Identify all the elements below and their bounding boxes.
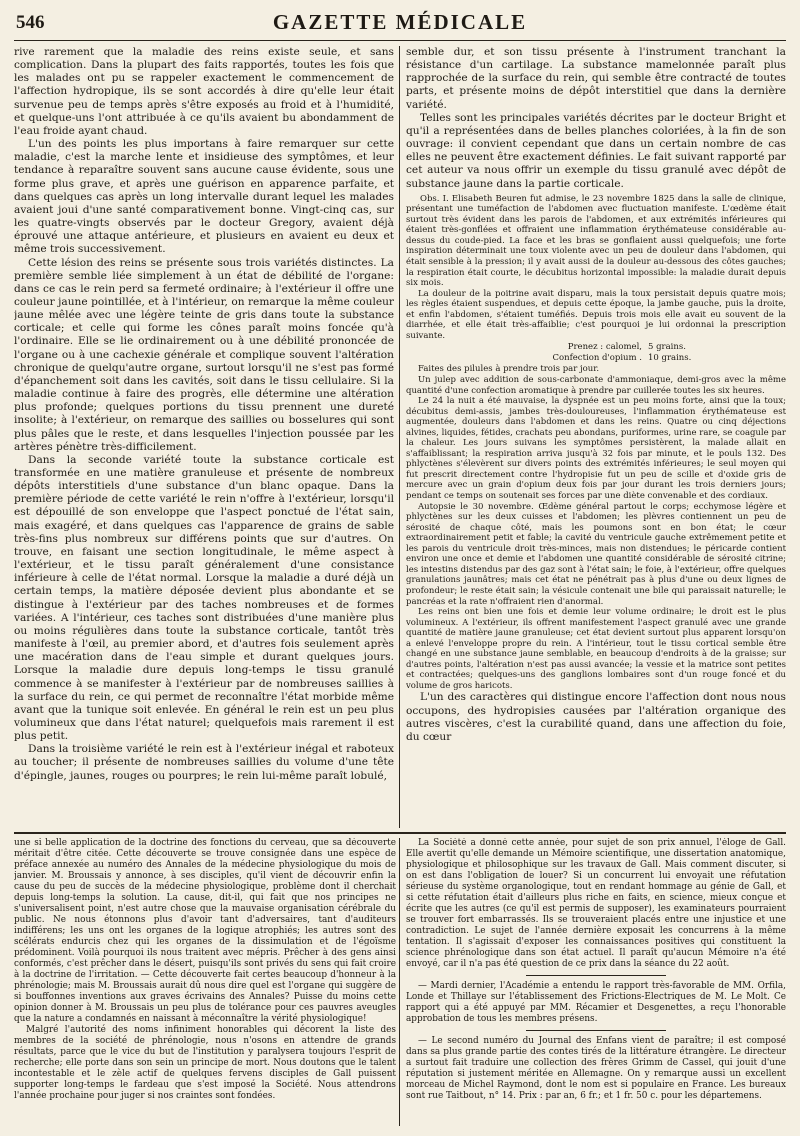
lower-right-column: [406, 838, 786, 1126]
running-title: GAZETTE MÉDICALE: [272, 10, 528, 34]
paragraph: Malgré l'autorité des noms infiniment honorables qui décorent la liste des membres de la société de phrénologie, nous n'osons en attendre de grands résultats, parce que le vice du but de l'institution y paralysera toujours l'esprit de recherche; elle porte dans son sein un principe de mort. Nous doutons que le talent incontestable et le zèle actif de quelques fervens disciples de Gall puissent supporter long-temps le fardeau que s'est imposé la Société. Nous attendrons l'année prochaine pour juger si nos craintes sont fondées.: [14, 1025, 396, 1101]
paragraph: rive rarement que la maladie des reins existe seule, et sans complication. Dans la plupart des faits rapportés, toutes les fois que les malades ont pu se rappeler exactement le commencement de l'affection hydropique, ils se sont accordés à dire qu'elle leur était survenue peu de temps après s'être exposés au froid et à l'humidité, et quelque-uns l'ont attribuée à ce qu'ils avaient bu abondamment de l'eau froide ayant chaud.: [14, 46, 394, 137]
paragraph: Telles sont les principales variétés décrites par le docteur Bright et qu'il a représentées dans de belles planches coloriées, à la fin de son ouvrage: il convient cependant que dans un certain nombre de cas elles ne peuvent être exactement définies. Le fait suivant rapporté par cet auteur va nous offrir un exemple du tissu granulé avec dépôt de substance jaune dans la partie corticale.: [406, 111, 786, 190]
paragraph: semble dur, et son tissu présente à l'instrument tranchant la résistance d'un cartilage. La substance mamelonnée paraît plus rapprochée de la surface du rein, qui semble être contracté de toutes parts, et présente moins de dépôt interstitiel que dans la dernière variété.: [406, 46, 786, 111]
paragraph: Dans la troisième variété le rein est à l'extérieur inégal et raboteux au toucher; il présente de nombreuses saillies du volume d'une tête d'épingle, jaunes, rouges ou pourpres; le rein lui-même paraît lobulé,: [14, 743, 394, 782]
prescription-line: [406, 353, 786, 364]
left-column: [14, 46, 394, 828]
prescription-drug: Confection d'opium .: [552, 352, 642, 363]
paragraph: L'un des caractères qui distingue encore l'affection dont nous nous occupons, des hydropisies causées par l'altération organique des autres viscères, c'est la curabilité quand, dans une affection du foie, du cœur: [406, 691, 786, 743]
news-item: — Mardi dernier, l'Académie a entendu le rapport très-favorable de MM. Orfila, Londe et Thillaye sur l'établissement des Frictions-Electriques de M. Le Molt. Ce rapport qui a été appuyé par MM. Récamier et Desgenettes, a reçu l'honorable approbation de tous les membres présens.: [406, 981, 786, 1024]
paragraph: une si belle application de la doctrine des fonctions du cerveau, que sa découverte méritait d'être citée. Cette découverte se trouve consignée dans une espèce de préface annexée au numéro des Annales de la médecine physiologique du mois de janvier. M. Broussais y annonce, à ses disciples, qu'il vient de découvrir enfin la cause du peu de succès de la médecine physiologique, problème dont il cherchait depuis long-temps la solution. La cause, dit-il, qui fait que nos principes ne s'universalisent point, n'est autre chose que la mauvaise organisation cérébrale du public. Ne nous étonnons plus d'avoir tant d'adversaires, tant d'auditeurs indifférens; les uns ont les organes de la logique atrophiés; les autres sont des scélérats endurcis chez qui les organes de la dissimulation et de l'égoïsme prédominent. Voilà pourquoi ils nous traitent avec mépris. Prêcher à des gens ainsi conformés, c'est prêcher dans le désert, puisqu'ils sont privés du sens qui fait croire à la doctrine de l'irritation. — Cette découverte fait certes beaucoup d'honneur à la phrénologie; mais M. Broussais aurait dû nous dire quel est l'organe qui suggère de si bouffonnes inventions aux graves écrivains des Annales? Puisse du moins cette opinion donner à M. Broussais un peu plus de tolérance pour ces pauvres aveugles que la nature a condamnés en naissant à méconnaître la vérité physiologique!: [14, 838, 396, 1024]
paragraph: L'un des points les plus importans à faire remarquer sur cette maladie, c'est la marche lente et insidieuse des symptômes, et leur tendance à reparaître souvent sans aucune cause évidente, sous une forme plus grave, et après une guérison en apparence parfaite, et dans quelques cas après un long intervalle durant lequel les malades avaient joui d'une santé comparativement bonne. Vingt-cinq cas, sur les quatre-vingts observés par le docteur Gregory, avaient déjà éprouvé une attaque antérieure, et plusieurs en avaient eu deux et même trois successivement.: [14, 138, 394, 256]
column-rule: [399, 838, 400, 1126]
case-paragraph: Le 24 la nuit a été mauvaise, la dyspnée est un peu moins forte, ainsi que la toux; décubitus demi-assis, jambes très-douloureuses, l'inflammation érythémateuse est augmentée, douleurs dans l'abdomen et dans les reins. Quatre ou cinq déjections alvines, liquides, fétides, crachats peu abondans, puriformes, urine rare, se coagule par la chaleur. Les jours suivans les symptômes persistèrent, la malade allait en s'affaiblissant; la respiration arriva jusqu'à 32 fois par minute, et le pouls 132. Des phlyctènes s'élevèrent sur divers points des extrémités inférieures; le seul moyen qui fut prescrit directement contre l'hydropisie fut un peu de scille et d'oxide gris de mercure avec un grain d'opium deux fois par jour durant les trois derniers jours; pendant ce temps on soutenait ses forces par une diète convenable et des cordiaux.: [406, 396, 786, 502]
page-number: 546: [16, 12, 45, 33]
prescription-drug: Prenez : calomel,: [567, 342, 642, 353]
paragraph: Dans la seconde variété toute la substance corticale est transformée en une matière granuleuse et présente de nombreux dépôts interstitiels d'une substance d'un blanc opaque. Dans la première période de cette variété le rein n'offre à l'extérieur, lorsqu'il est dépouillé de son enveloppe que l'aspect ponctué de l'état sain, mais exagéré, et dans quelques cas l'apparence de grains de sable très-fins plus nombreux sur différens points que sur d'autres. On trouve, en faisant une section longitudinale, le même aspect à l'extérieur, et le tissu paraît généralement d'une consistance inférieure à celle de l'état normal. Lorsque la maladie a duré déjà un certain temps, la matière déposée devient plus abondante et se distingue à l'extérieur par des taches nombreuses et de formes variées. A l'intérieur, ces taches sont distribuées d'une manière plus ou moins régulières dans toute la substance corticale, tantôt très manifeste à l'œil, au premier abord, et d'autres fois seulement après une macération dans de l'eau simple et durant quelques jours. Lorsque la maladie dure depuis long-temps le tissu granulé commence à se manifester à l'extérieur par de nombreuses saillies à la surface du rein, ce qui permet de reconnaître l'état morbide même avant que la tunique soit enlevée. En général le rein est un peu plus volumineux que dans l'état naturel; quelquefois mais rarement il est plus petit.: [14, 453, 394, 743]
case-observation: [406, 194, 786, 692]
prescription-dose: 10 grains.: [648, 352, 692, 363]
closing-block: [406, 691, 786, 744]
right-column: [406, 46, 786, 828]
main-article: [14, 46, 786, 828]
column-rule: [399, 46, 400, 828]
prescription-dose: 5 grains.: [648, 342, 686, 353]
section-divider: [14, 832, 786, 834]
page-header: [14, 10, 786, 41]
autopsy-paragraph: Autopsie le 30 novembre. Œdème général partout le corps; ecchymose légère et phlyctènes sur les deux cuisses et l'abdomen; les plèvres contiennent un peu de sérosité de chaque côté, mais les poumons sont en bon état; le cœur extraordinairement petit et fable; la cavité du ventricule gauche extrêmement petite et les parois du ventricule droit très-minces, mais non distendues; le péricarde contient environ une once et demie et l'abdomen une quantité considérable de sérosité citrine; les intestins distendus par des gaz sont à l'état sain; le foie, à l'extérieur, offre quelques granulations jaunâtres; mais cet état ne pénétrait pas à plus d'une ou deux lignes de profondeur; le reste était sain; la vésicule contenait une bile qui paraissait naturelle; le pancréas et la rate n'offraient rien d'anormal.: [406, 501, 786, 607]
paragraph: La Société a donné cette année, pour sujet de son prix annuel, l'éloge de Gall. Elle avertit qu'elle demande un Mémoire scientifique, une dissertation anatomique, physiologique et philosophique sur les travaux de Gall. Mais comment discuter, si on est dans l'obligation de louer? Si un concurrent lui envoyait une réfutation sérieuse du système organologique, tout en rendant hommage au génie de Gall, et si cette réfutation était d'ailleurs plus riche en faits, en science, mieux conçue et écrite que les autres (ce qu'il est permis de supposer), les examinateurs pourraient se trouver fort embarrassés. Ils se trouveraient placés entre une injustice et une contradiction. Le sujet de l'année dernière exposait les concurrens à la même tentation. Il s'agissait d'exposer les connaissances positives qui constituent la science phrénologique dans son état actuel. Il paraît qu'aucun Mémoire n'a été envoyé, car il n'a pas été question de ce prix dans la séance du 22 août.: [406, 838, 786, 969]
feuilleton-section: [14, 838, 786, 1126]
case-paragraph: Obs. I. Elisabeth Beuren fut admise, le 23 novembre 1825 dans la salle de clinique, présentant une tuméfaction de l'abdomen avec fluctuation manifeste. L'œdème était surtout très évident dans les parois de l'abdomen, et aux extrémités inférieures qui étaient très-gonflées et offraient une inflammation érythémateuse considérable au-dessus du coude-pied. La face et les bras se gonflaient aussi quelquefois; une forte inspiration déterminait une toux violente avec un peu de douleur dans l'abdomen, qui était sensible à la pression; il y avait aussi de la douleur au-dessous des côtes gauches; la respiration était courte, le décubitus horizontal impossible: la maladie durait depuis six mois.: [406, 193, 786, 289]
lower-left-column: [14, 838, 396, 1126]
prescription-line: [406, 342, 786, 353]
case-paragraph: Les reins ont bien une fois et demie leur volume ordinaire; le droit est le plus volumineux. A l'extérieur, ils offrent manifestement l'aspect granulé avec une grande quantité de matière jaune granuleuse; cet état devient surtout plus apparent lorsqu'on a enlevé l'enveloppe propre du rein. A l'intérieur, tout le tissu cortical semble être changé en une substance jaune semblable, en beaucoup d'endroits à de la graisse; sur d'autres points, l'altération n'est pas aussi avancée; la vessie et la matrice sont petites et contractées; quelques-uns des ganglions lombaires sont d'un rouge foncé et du volume de gros haricots.: [406, 607, 786, 691]
pills-instruction: Faites des pilules à prendre trois par jour.: [418, 364, 600, 375]
news-separator: [526, 1030, 666, 1031]
intro-block: [406, 46, 786, 191]
prescription: [406, 342, 786, 363]
news-separator: [526, 975, 666, 976]
case-paragraph: La douleur de la poitrine avait disparu, mais la toux persistait depuis quatre mois; les règles étaient suspendues, et depuis cette époque, la jambe gauche, puis la droite, et enfin l'abdomen, s'étaient tuméfiés. Depuis trois mois elle avait eu souvent de la diarrhée, et elle était très-affaiblie; c'est pourquoi je lui ordonnai la prescription suivante.: [406, 288, 786, 341]
paragraph: Cette lésion des reins se présente sous trois variétés distinctes. La première semble liée simplement à un état de débilité de l'organe: dans ce cas le rein perd sa fermeté ordinaire; à l'extérieur il offre une couleur jaune pointillée, et à l'intérieur, on remarque la même couleur jaune mêlée avec une légère teinte de gris dans toute la substance corticale; et celle qui forme les cônes paraît moins foncée qu'à l'ordinaire. Elle se lie ordinairement ou à une débilité prononcée de l'organe ou à une cachexie générale et complique souvent l'altération chronique de quelqu'autre organe, surtout lorsqu'il ne s'est pas formé d'épanchement soit dans les cavités, soit dans le tissu cellulaire. Si la maladie continue à faire des progrès, elle détermine une altération plus profonde; quelques portions du tissu prennent une dureté insolite; à l'extérieur, on remarque des saillies ou bosselures qui sont plus pâles que le reste, et dans lesquelles l'injection poussée par les artères pénètre très-difficilement.: [14, 256, 394, 453]
case-paragraph: Un julep avec addition de sous-carbonate d'ammoniaque, demi-gros avec la même quantité d'une confection aromatique à prendre par cuillerée toutes les six heures.: [406, 375, 786, 396]
news-item: — Le second numéro du Journal des Enfans vient de paraître; il est composé dans sa plus grande partie des contes tirés de la littérature étrangère. Le directeur a surtout fait traduire une collection des frères Grimm de Cassel, qui jouit d'une réputation si justement méritée en Allemagne. On y remarque aussi un excellent morceau de Michel Raymond, dont le nom est si populaire en France. Les bureaux sont rue Taitbout, n° 14. Prix : par an, 6 fr.; et 1 fr. 50 c. pour les départemens.: [406, 1036, 786, 1101]
newspaper-page: [14, 10, 786, 1128]
